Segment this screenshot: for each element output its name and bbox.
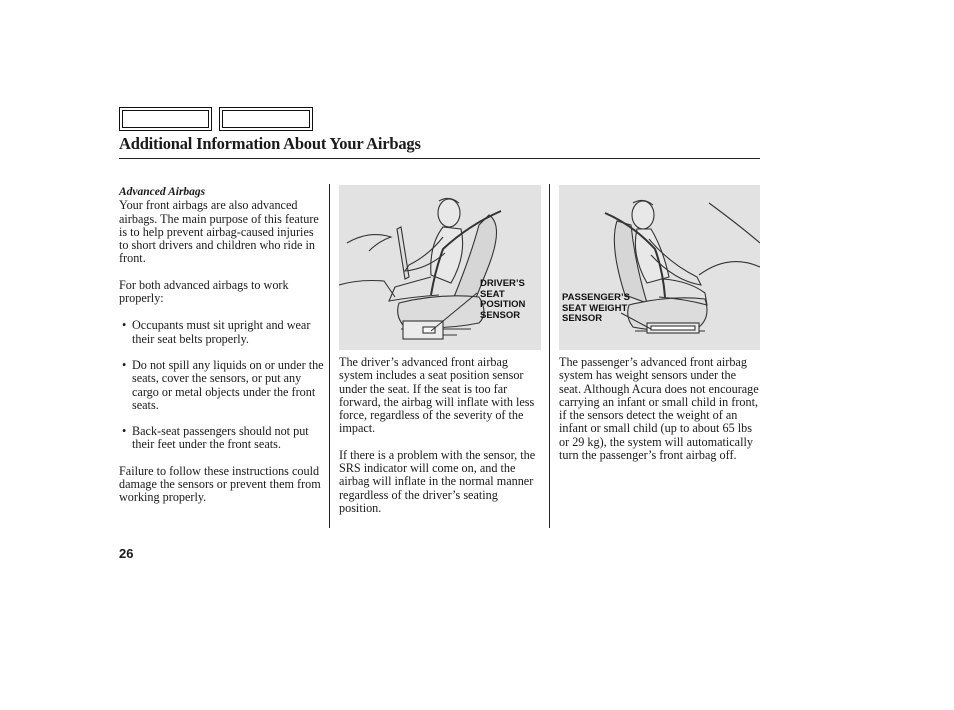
passenger-seat-illustration [559, 185, 760, 350]
middle-column [339, 356, 543, 515]
driver-seat-illustration [339, 185, 541, 350]
bullet-text: Do not spill any liquids on or under the seats, cover the sensors, or put any cargo or metal objects under the front seats. [132, 357, 324, 412]
left-column [119, 186, 325, 505]
closing-paragraph: Failure to follow these instructions could damage the sensors or prevent them from working properly. [119, 463, 321, 505]
driver-seat-figure [339, 185, 541, 350]
title-rule [119, 158, 760, 159]
passenger-sensor-label: PASSENGER’S SEAT WEIGHT SENSOR [562, 292, 630, 324]
bullet-icon: • [122, 318, 127, 333]
page-number: 26 [119, 546, 134, 561]
bullet-text: Occupants must sit upright and wear their seat belts properly. [132, 318, 311, 346]
driver-sensor-label: DRIVER’S SEAT POSITION SENSOR [480, 278, 526, 321]
subheading: Advanced Airbags [119, 186, 206, 198]
section-tab-2[interactable] [219, 107, 313, 131]
passenger-sensor-paragraph: The passenger’s advanced front airbag system has weight sensors under the seat. Although Acura does not encourage carrying an infant or small child in front, if the sensors detect the weight of an infant or small child (up to about 65 lbs or 29 kg), the system will automatically turn the passenger’s front airbag off. [559, 355, 759, 463]
page-title: Additional Information About Your Airbags [119, 134, 421, 153]
passenger-seat-figure [559, 185, 760, 350]
driver-sensor-paragraph: The driver’s advanced front airbag system includes a seat position sensor under the seat. If the seat is too far forward, the airbag will inflate with less force, regardless of the severity of the impact. [339, 355, 535, 436]
bullet-icon: • [122, 424, 127, 439]
bullet-icon: • [122, 357, 127, 372]
bullet-item [119, 319, 325, 346]
column-divider [549, 184, 550, 528]
right-column [559, 356, 761, 462]
sensor-problem-paragraph: If there is a problem with the sensor, the SRS indicator will come on, and the airbag will inflate in the normal manner regardless of the driver’s seating position. [339, 447, 536, 515]
section-tab-1[interactable] [119, 107, 212, 131]
intro-paragraph: Your front airbags are also advanced airbags. The main purpose of this feature is to help prevent airbag-caused injuries to short drivers and children who ride in front. [119, 198, 319, 266]
lead-paragraph: For both advanced airbags to work properly: [119, 277, 289, 306]
bullet-text: Back-seat passengers should not put their feet under the front seats. [132, 424, 309, 452]
bullet-item [119, 425, 325, 452]
bullet-item [119, 359, 325, 412]
column-divider [329, 184, 330, 528]
